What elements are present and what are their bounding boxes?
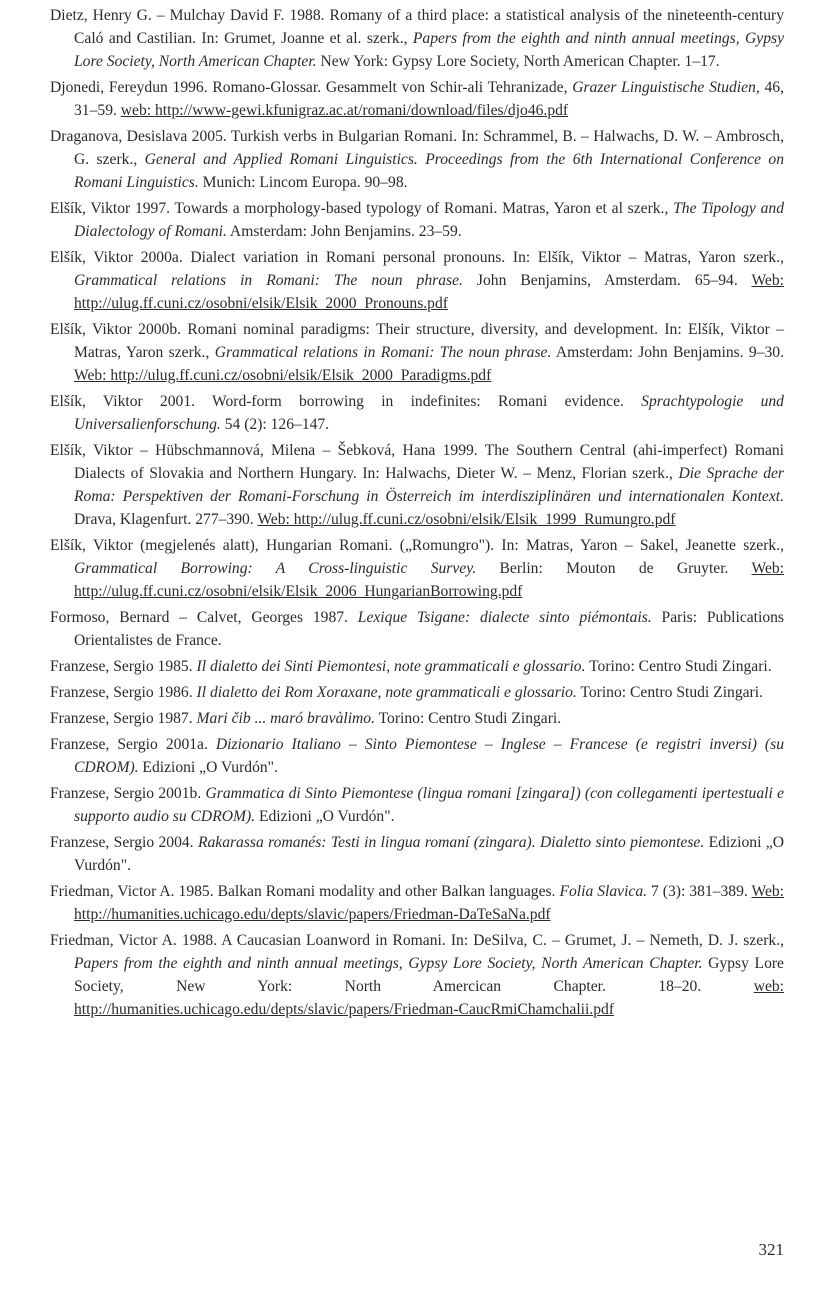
reference-link[interactable]: web: http://www-gewi.kfunigraz.ac.at/romani/download/files/djo46.pdf (120, 102, 569, 119)
reference-entry: Friedman, Victor A. 1985. Balkan Romani modality and other Balkan languages. Folia Slavica. 7 (3): 381–389. Web: http://humanities.uchicago.edu/depts/slavic/papers/Friedman-DaTeSaNa.pdf (50, 883, 785, 923)
reference-link[interactable]: Web: http://ulug.ff.cuni.cz/osobni/elsik/Elsik_2006_HungarianBorrowing.pdf (74, 560, 785, 600)
reference-link[interactable]: Web: http://ulug.ff.cuni.cz/osobni/elsik/Elsik_2000_Pronouns.pdf (74, 272, 784, 312)
reference-entry: Franzese, Sergio 2001a. Dizionario Italiano – Sinto Piemontese – Inglese – Francese (e registri inversi) (su CDROM). Edizioni „O Vurdón". (50, 736, 784, 776)
reference-entry: Franzese, Sergio 1987. Mari čib ... maró bravàlimo. Torino: Centro Studi Zingari. (50, 710, 562, 727)
reference-link[interactable]: Web: http://humanities.uchicago.edu/depts/slavic/papers/Friedman-DaTeSaNa.pdf (74, 883, 785, 923)
reference-entry: Elšík, Viktor 1997. Towards a morphology-based typology of Romani. Matras, Yaron et al szerk., The Tipology and Dialectology of Romani. Amsterdam: John Benjamins. 23–59. (50, 200, 784, 240)
reference-entry: Elšík, Viktor 2000a. Dialect variation in Romani personal pronouns. In: Elšík, Viktor – Matras, Yaron szerk., Grammatical relations in Romani: The noun phrase. John Benjamins, Amsterdam. 65–94. Web: http://ulug.ff.cuni.cz/osobni/elsik/Elsik_2000_Pronouns.pdf (50, 249, 784, 312)
reference-entry: Draganova, Desislava 2005. Turkish verbs in Bulgarian Romani. In: Schrammel, B. – Halwachs, D. W. – Ambrosch, G. szerk., General and Applied Romani Linguistics. Proceedings from the 6th International Conference on Romani Linguistics. Munich: Lincom Europa. 90–98. (50, 128, 784, 191)
reference-link[interactable]: web: http://humanities.uchicago.edu/depts/slavic/papers/Friedman-CaucRmiChamchalii.pdf (74, 978, 784, 1018)
reference-entry: Franzese, Sergio 2004. Rakarassa romanés: Testi in lingua romaní (zingara). Dialetto sinto piemontese. Edizioni „O Vurdón". (50, 834, 784, 874)
reference-entry: Djonedi, Fereydun 1996. Romano-Glossar. Gesammelt von Schir-ali Tehranizade, Grazer Linguistische Studien, 46, 31–59. web: http://www-gewi.kfunigraz.ac.at/romani/download/files/djo46.pdf (50, 79, 784, 119)
reference-entry: Dietz, Henry G. – Mulchay David F. 1988. Romany of a third place: a statistical analysis of the nineteenth-century Caló and Castilian. In: Grumet, Joanne et al. szerk., Papers from the eighth and ninth annual meetings, Gypsy Lore Society, North American Chapter. New York: Gypsy Lore Society, North American Chapter. 1–17. (50, 7, 784, 70)
reference-link[interactable]: Web: http://ulug.ff.cuni.cz/osobni/elsik/Elsik_2000_Paradigms.pdf (74, 367, 492, 384)
reference-entry: Elšík, Viktor 2000b. Romani nominal paradigms: Their structure, diversity, and development. In: Elšík, Viktor – Matras, Yaron szerk., Grammatical relations in Romani: The noun phrase. Amsterdam: John Benjamins. 9–30. Web: http://ulug.ff.cuni.cz/osobni/elsik/Elsik_2000_Paradigms.pdf (50, 321, 785, 384)
reference-entry: Elšík, Viktor – Hübschmannová, Milena – Šebková, Hana 1999. The Southern Central (ahi-imperfect) Romani Dialects of Slovakia and Northern Hungary. In: Halwachs, Dieter W. – Menz, Florian szerk., Die Sprache der Roma: Perspektiven der Romani-Forschung in Österreich im interdisziplinären und internationalen Kontext. Drava, Klagenfurt. 277–390. Web: http://ulug.ff.cuni.cz/osobni/elsik/Elsik_1999_Rumungro.pdf (50, 442, 784, 528)
reference-entry: Franzese, Sergio 1985. Il dialetto dei Sinti Piemontesi, note grammaticali e glossario. Torino: Centro Studi Zingari. (50, 658, 772, 675)
reference-entry: Elšík, Viktor 2001. Word-form borrowing in indefinites: Romani evidence. Sprachtypologie und Universalienforschung. 54 (2): 126–147. (50, 393, 784, 433)
page-number: 321 (758, 1240, 784, 1259)
reference-entry: Elšík, Viktor (megjelenés alatt), Hungarian Romani. („Romungro"). In: Matras, Yaron – Sakel, Jeanette szerk., Grammatical Borrowing: A Cross-linguistic Survey. Berlin: Mouton de Gruyter. Web: http://ulug.ff.cuni.cz/osobni/elsik/Elsik_2006_HungarianBorrowing.pdf (50, 537, 785, 600)
bibliography-page (50, 4, 784, 1024)
reference-entry: Franzese, Sergio 2001b. Grammatica di Sinto Piemontese (lingua romani [zingara]) (con collegamenti ipertestuali e supporto audio su CDROM). Edizioni „O Vurdón". (50, 785, 784, 825)
reference-entry: Friedman, Victor A. 1988. A Caucasian Loanword in Romani. In: DeSilva, C. – Grumet, J. – Nemeth, D. J. szerk., Papers from the eighth and ninth annual meetings, Gypsy Lore Society, North American Chapter. Gypsy Lore Society, New York: North Amercican Chapter. 18–20. web: http://humanities.uchicago.edu/depts/slavic/papers/Friedman-CaucRmiChamchalii.pdf (50, 932, 784, 1018)
reference-link[interactable]: Web: http://ulug.ff.cuni.cz/osobni/elsik/Elsik_1999_Rumungro.pdf (257, 511, 676, 528)
reference-entry: Franzese, Sergio 1986. Il dialetto dei Rom Xoraxane, note grammaticali e glossario. Torino: Centro Studi Zingari. (50, 684, 763, 701)
reference-entry: Formoso, Bernard – Calvet, Georges 1987. Lexique Tsigane: dialecte sinto piémontais. Paris: Publications Orientalistes de France. (50, 609, 784, 649)
